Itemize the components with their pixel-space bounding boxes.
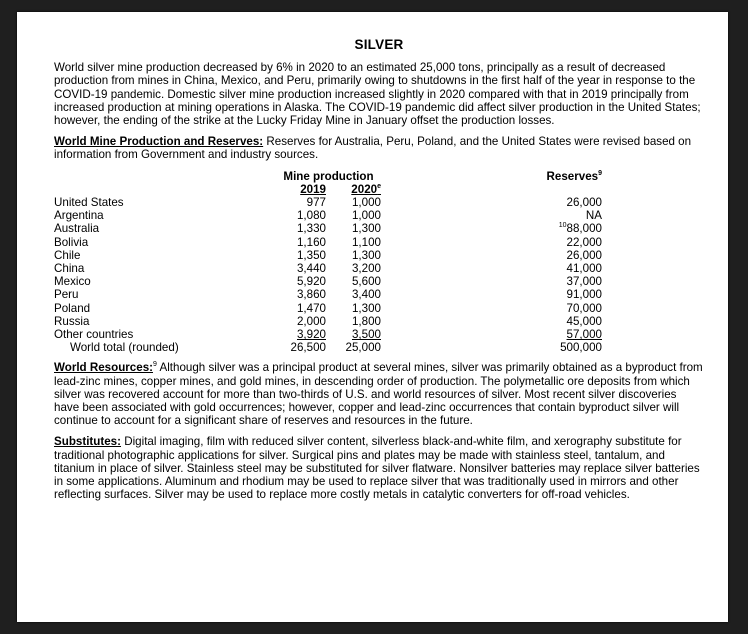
table-row	[54, 328, 602, 341]
country-cell: Mexico	[54, 275, 91, 289]
production-2020-cell: 3,500	[351, 328, 381, 342]
substitutes-text: Digital imaging, film with reduced silver content, silverless black-and-white film, and xerography substitute for traditional photographic applications for silver. Surgical pins and plates may be made with stainless steel, tantalum, and titanium in place of silver. Stainless steel may be substituted for silver flatware. Nonsilver batteries may replace silver batteries in some applications. Aluminum and rhodium may be used to replace silver that was traditionally used in mirrors and other reflecting surfaces. Silver may be used to replace more costly metals in catalytic converters for off-road vehicles.	[54, 435, 700, 502]
country-cell: Chile	[54, 248, 81, 262]
reserves-heading: World Mine Production and Reserves:	[54, 135, 264, 149]
reserves-cell: NA	[585, 209, 602, 223]
country-cell: Peru	[54, 288, 79, 302]
production-2020-cell: 3,200	[351, 262, 381, 276]
production-2019-cell: 1,470	[296, 301, 326, 315]
reserves-footnote: 9	[598, 169, 602, 177]
reserves-cell: 91,000	[566, 288, 602, 302]
production-2019-cell: 3,860	[296, 288, 326, 302]
table-row	[54, 315, 602, 328]
country-cell: Argentina	[54, 209, 104, 223]
country-cell: Bolivia	[54, 235, 89, 249]
total-reserves: 500,000	[560, 341, 602, 355]
reserves-cell: $^{10}$88,000	[558, 222, 602, 236]
resources-text: Although silver was a principal product at several mines, silver was primarily obtained as a byproduct from lead-zinc mines, copper mines, and gold mines, in descending order of production. The polymetallic ore deposits from which silver was recovered account for more than two-thirds of U.S. and world resources of silver. Most recent silver discoveries have been associated with gold occurrences; however, copper and lead-zinc occurrences that contain byproduct silver will continue to account for a significant share of reserves and resources in the future.	[54, 361, 703, 428]
production-2020-cell: 1,300	[351, 222, 381, 236]
reserves-text: Reserves for Australia, Peru, Poland, and the United States were revised based on information from Government and industry sources.	[54, 135, 692, 162]
year-2020-header: 2020e	[351, 182, 381, 196]
production-2019-cell: 1,350	[296, 248, 326, 262]
reserves-header: Reserves$^9$	[546, 169, 602, 183]
country-cell: Other countries	[54, 328, 134, 342]
production-2020-cell: 1,000	[351, 196, 381, 210]
resources-paragraph	[54, 361, 704, 427]
substitutes-paragraph	[54, 435, 704, 501]
reserves-cell: 41,000	[566, 262, 602, 276]
table-row	[54, 209, 602, 222]
reserves-paragraph	[54, 135, 704, 161]
production-2019-cell: 1,080	[296, 209, 326, 223]
production-2019-cell: 977	[306, 196, 326, 210]
reserves-cell: 45,000	[566, 314, 602, 328]
country-cell: United States	[54, 196, 124, 210]
table-year-row	[54, 183, 602, 196]
reserves-cell: 70,000	[566, 301, 602, 315]
country-cell: Russia	[54, 314, 90, 328]
production-2019-cell: 1,160	[296, 235, 326, 249]
document-content	[54, 38, 704, 510]
reserves-note: 10	[558, 222, 567, 230]
page-title: SILVER	[354, 37, 404, 52]
production-2020-cell: 1,100	[351, 235, 381, 249]
reserves-cell: 26,000	[566, 248, 602, 262]
year-2019-header: 2019	[300, 182, 326, 196]
production-2020-cell: 1,000	[351, 209, 381, 223]
table-row	[54, 275, 602, 288]
production-2020-cell: 3,400	[351, 288, 381, 302]
total-2020: 25,000	[345, 341, 381, 355]
table-total-row	[54, 341, 602, 354]
substitutes-heading: Substitutes:	[54, 435, 121, 449]
resources-heading: World Resources:	[54, 361, 153, 375]
production-2019-cell: 2,000	[296, 314, 326, 328]
production-2020-cell: 1,300	[351, 248, 381, 262]
country-cell: Poland	[54, 301, 91, 315]
estimate-mark: e	[377, 182, 381, 190]
table-row	[54, 249, 602, 262]
production-2019-cell: 3,920	[296, 328, 326, 342]
reserves-cell: 57,000	[566, 328, 602, 342]
table-header-row	[54, 170, 602, 183]
table-row	[54, 222, 602, 235]
total-label: World total (rounded)	[70, 341, 179, 355]
intro-paragraph: World silver mine production decreased by 6% in 2020 to an estimated 25,000 tons, principally as a result of decreased production from mines in China, Mexico, and Peru, primarily owing to shutdowns in the first half of the year in response to the COVID-19 pandemic. Domestic silver mine production increased slightly in 2020 compared with that in 2019 principally from increased production at mining operations in Alaska. The COVID-19 pandemic did affect silver production in the United States; however, the ending of the strike at the Lucky Friday Mine in January offset the production losses.	[54, 61, 701, 128]
document-page	[17, 12, 728, 622]
country-cell: China	[54, 262, 85, 276]
table-row	[54, 302, 602, 315]
production-2020-cell: 1,300	[351, 301, 381, 315]
table-row	[54, 196, 602, 209]
reserves-cell: 26,000	[566, 196, 602, 210]
production-2019-cell: 1,330	[296, 222, 326, 236]
production-2020-cell: 1,800	[351, 314, 381, 328]
table-row	[54, 262, 602, 275]
country-cell: Australia	[54, 222, 100, 236]
production-table	[54, 170, 602, 355]
resources-footnote: 9	[153, 361, 157, 369]
table-row	[54, 236, 602, 249]
table-row	[54, 288, 602, 301]
production-2020-cell: 5,600	[351, 275, 381, 289]
production-2019-cell: 5,920	[296, 275, 326, 289]
total-2019: 26,500	[290, 341, 326, 355]
reserves-cell: 37,000	[566, 275, 602, 289]
reserves-cell: 22,000	[566, 235, 602, 249]
mine-production-header: Mine production	[283, 169, 374, 183]
production-2019-cell: 3,440	[296, 262, 326, 276]
